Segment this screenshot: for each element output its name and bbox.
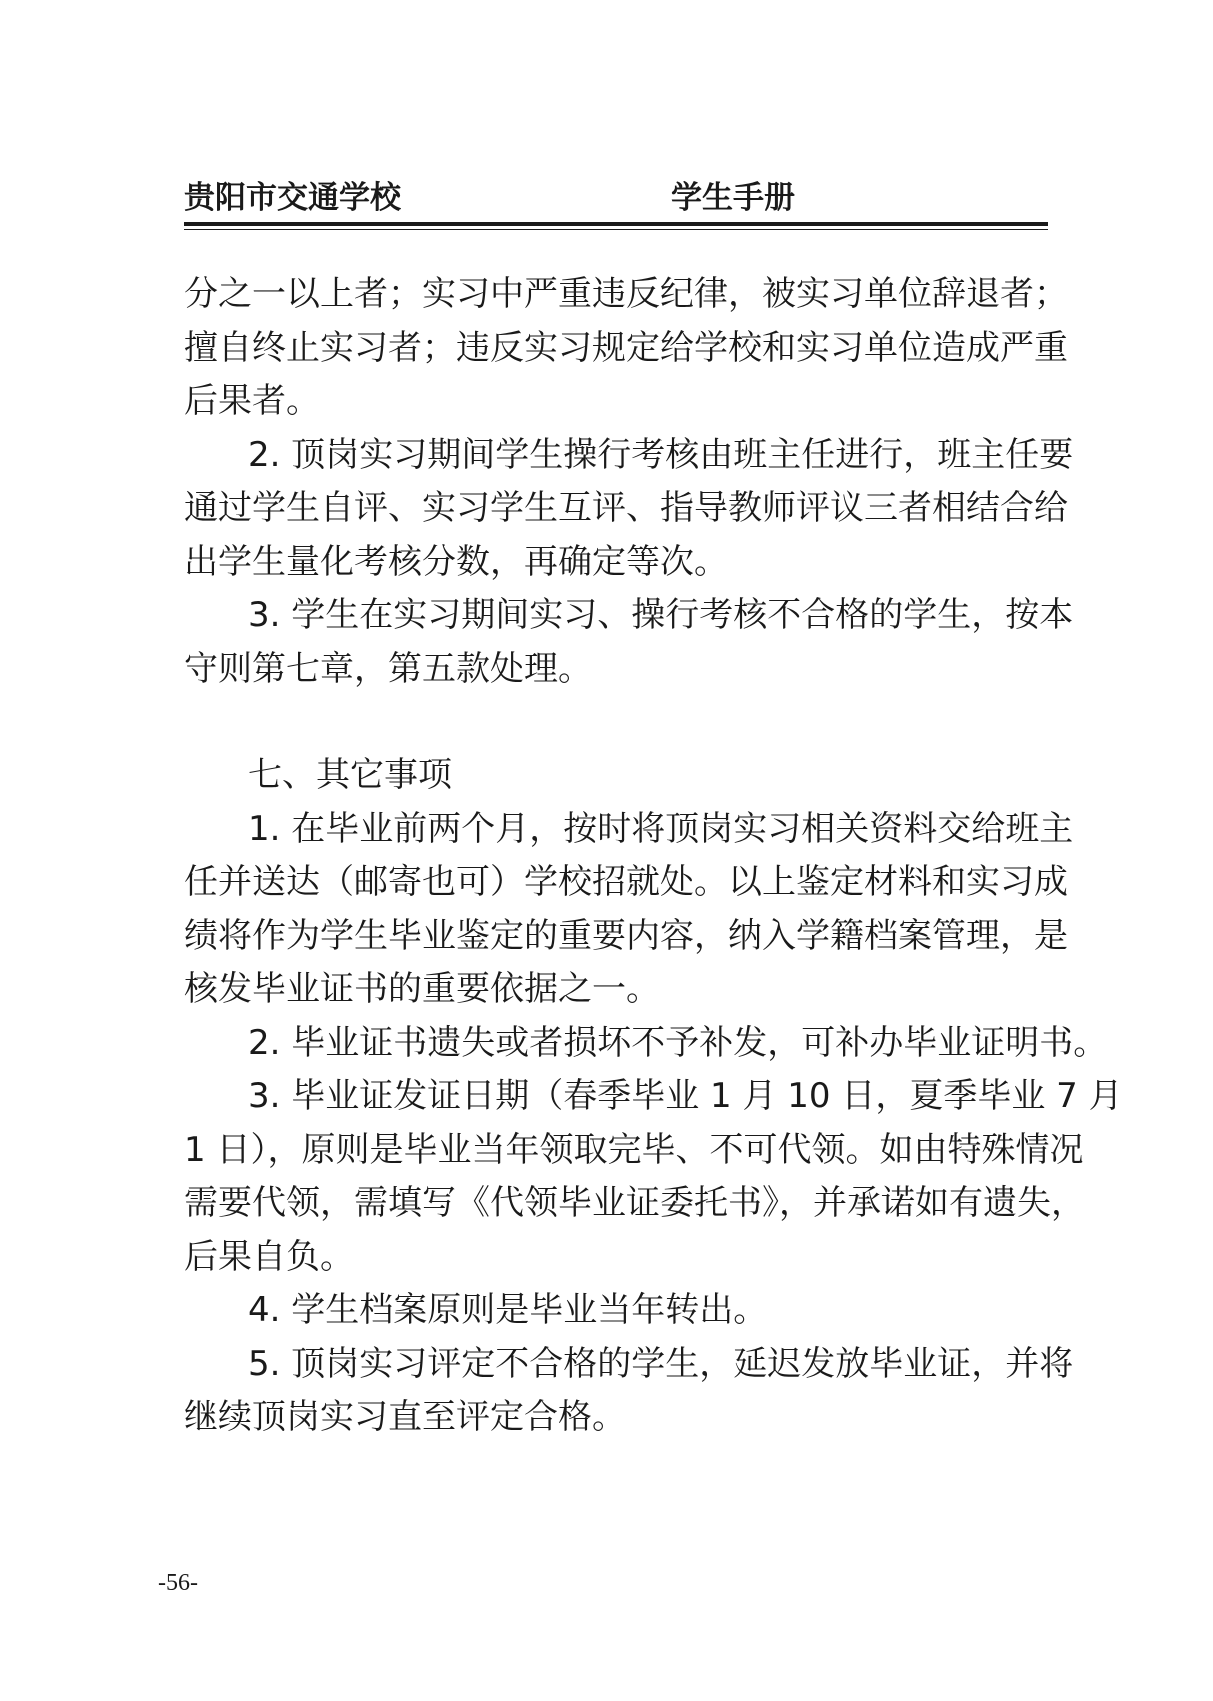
- header-rule-thin: [184, 229, 1048, 230]
- text-line: 任并送达（邮寄也可）学校招就处。以上鉴定材料和实习成: [184, 862, 1068, 902]
- paragraph-item-2: [184, 429, 1074, 590]
- section-gap: [184, 696, 1048, 749]
- text-line: 继续顶岗实习直至评定合格。: [184, 1397, 626, 1437]
- text-line: 3. 学生在实习期间实习、操行考核不合格的学生，按本: [248, 595, 1074, 635]
- text-line: 后果自负。: [184, 1236, 354, 1277]
- text-line: 通过学生自评、实习学生互评、指导教师评议三者相结合给: [184, 488, 1068, 528]
- section-item-4: [184, 1284, 1048, 1338]
- text-line: 擅自终止实习者；违反实习规定给学校和实习单位造成严重: [184, 327, 1068, 368]
- page-number: -56-: [158, 1570, 198, 1596]
- text-line: 2. 毕业证书遗失或者损坏不予补发，可补办毕业证明书。: [248, 1022, 1108, 1063]
- running-header: [184, 176, 1046, 220]
- text-line: 需要代领，需填写《代领毕业证委托书》，并承诺如有遗失，: [184, 1183, 1085, 1223]
- text-line: 1. 在毕业前两个月，按时将顶岗实习相关资料交给班主: [248, 808, 1074, 849]
- text-line: 绩将作为学生毕业鉴定的重要内容，纳入学籍档案管理，是: [184, 915, 1068, 956]
- text-line: 1 日），原则是毕业当年领取完毕、不可代领。如由特殊情况: [184, 1129, 1084, 1170]
- header-school-name: 贵阳市交通学校: [184, 180, 401, 216]
- section-item-1: [184, 803, 1074, 1017]
- section-heading: 七、其它事项: [248, 755, 452, 795]
- text-line: 4. 学生档案原则是毕业当年转出。: [248, 1290, 768, 1330]
- text-line: 核发毕业证书的重要依据之一。: [184, 969, 660, 1009]
- header-rule-thick: [184, 222, 1048, 226]
- paragraph-continued: [184, 268, 1068, 429]
- text-line: 后果者。: [184, 381, 320, 421]
- text-line: 2. 顶岗实习期间学生操行考核由班主任进行，班主任要: [248, 434, 1074, 475]
- header-book-title: 学生手册: [671, 180, 795, 216]
- section-item-3: [184, 1070, 1123, 1284]
- text-line: 5. 顶岗实习评定不合格的学生，延迟发放毕业证，并将: [248, 1343, 1074, 1384]
- text-line: 分之一以上者；实习中严重违反纪律，被实习单位辞退者；: [184, 274, 1068, 314]
- section-item-5: [184, 1338, 1074, 1445]
- section-item-2: [184, 1017, 1108, 1071]
- text-line: 出学生量化考核分数，再确定等次。: [184, 541, 728, 582]
- page-body: [184, 268, 1123, 1445]
- text-line: 3. 毕业证发证日期（春季毕业 1 月 10 日，夏季毕业 7 月: [248, 1076, 1123, 1116]
- paragraph-item-3: [184, 589, 1074, 696]
- text-line: 守则第七章，第五款处理。: [184, 648, 592, 689]
